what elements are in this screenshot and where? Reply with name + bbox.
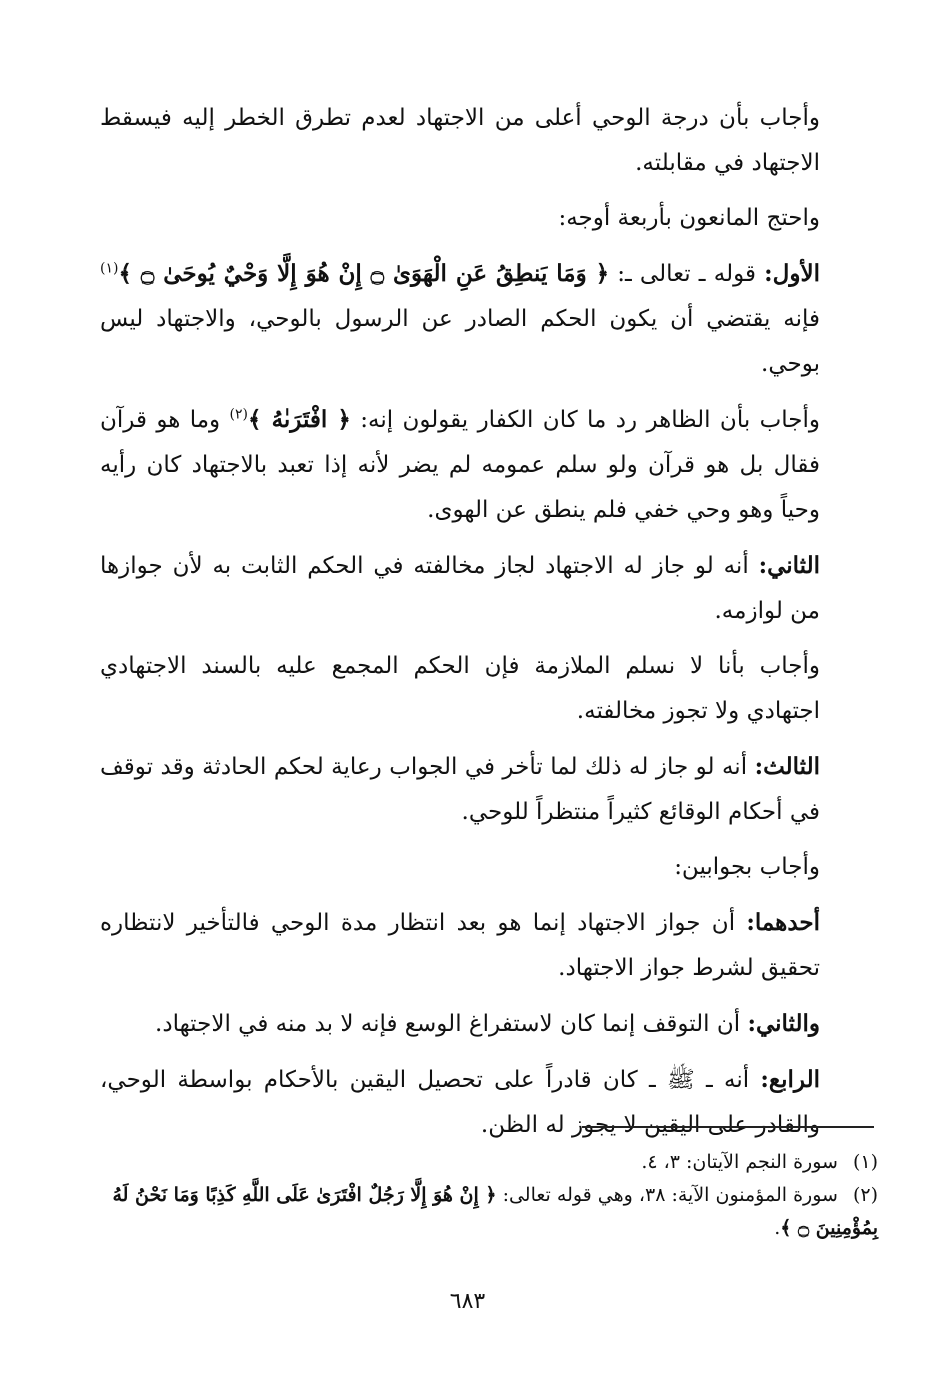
paragraph-6: [100, 644, 820, 734]
paragraph-9: [100, 900, 820, 991]
paragraph-text: أن جواز الاجتهاد إنما هو بعد انتظار مدة الوحي فالتأخير لانتظاره تحقيق لشرط جواز الاجتهاد.: [100, 910, 820, 981]
footnote-number: (١): [852, 1151, 878, 1173]
footnote-2: [100, 1179, 878, 1245]
paragraph-text: وأجاب بجوابين:: [674, 854, 820, 880]
paragraph-text: أنه لو جاز له الاجتهاد لجاز مخالفته في الحكم الثابت به لأن جوازها من لوازمه.: [100, 553, 820, 624]
footnote-text: سورة النجم الآيتان: ٣، ٤.: [641, 1151, 838, 1173]
paragraph-2: [100, 196, 820, 241]
paragraph-1: [100, 96, 820, 186]
paragraph-5: [100, 543, 820, 634]
page-number: ٦٨٣: [449, 1289, 486, 1314]
footnote-text: .: [774, 1217, 781, 1239]
paragraph-7: [100, 744, 820, 835]
section-lead: الثالث:: [754, 753, 821, 780]
quran-verse: ﴿ وَمَا يَنطِقُ عَنِ الْهَوَىٰ ۝ إِنْ هُوَ إِلَّا وَحْيٌ يُوحَىٰ ۝ ﴾: [118, 260, 610, 287]
paragraph-text: وأجاب بأنا لا نسلم الملازمة فإن الحكم المجمع عليه بالسند الاجتهادي اجتهادي ولا تجوز مخالفته.: [100, 653, 820, 724]
footnote-ref: (١): [100, 260, 119, 277]
section-lead: الأول:: [764, 260, 820, 287]
paragraph-10: [100, 1001, 820, 1047]
paragraph-text: أنه ـ ﷺ ـ كان قادراً على تحصيل اليقين بالأحكام بواسطة الوحي، والقادر على اليقين لا يجوز له الظن.: [100, 1067, 820, 1138]
paragraph-4: [100, 397, 820, 533]
footnote-divider: [582, 1126, 874, 1128]
section-lead: الرابع:: [760, 1066, 820, 1093]
paragraph-text: أنه لو جاز له ذلك لما تأخر في الجواب رعاية لحكم الحادثة وقد توقف في أحكام الوقائع كثيراً منتظراً للوحي.: [100, 754, 820, 825]
footnotes: [100, 1146, 878, 1245]
quran-verse: ﴿ افْتَرَىٰهُ ﴾: [248, 406, 351, 433]
main-text: [100, 96, 820, 1158]
paragraph-3: [100, 251, 820, 387]
footnote-number: (٢): [852, 1184, 878, 1206]
paragraph-text: وما هو قرآن فقال بل هو قرآن ولو سلم عمومه لم يضر لأنه إذا تعبد بالاجتهاد كان رأيه وحياً وهو وحي خفي فلم ينطق عن الهوى.: [100, 407, 820, 523]
paragraph-text: وأجاب بأن الظاهر رد ما كان الكفار يقولون إنه:: [350, 407, 820, 433]
paragraph-11: [100, 1057, 820, 1148]
paragraph-text: أن التوقف إنما كان لاستفراغ الوسع فإنه لا بد منه في الاجتهاد.: [155, 1011, 741, 1037]
quran-verse: ﴿ إِنْ هُوَ إِلَّا رَجُلٌ افْتَرَىٰ عَلَى اللَّهِ كَذِبًا وَمَا نَحْنُ لَهُ بِمُؤْمِنِينَ ۝ ﴾: [112, 1184, 878, 1239]
paragraph-text: واحتج المانعون بأربعة أوجه:: [558, 205, 820, 231]
section-lead: الثاني:: [758, 552, 821, 579]
paragraph-text: وأجاب بأن درجة الوحي أعلى من الاجتهاد لعدم تطرق الخطر إليه فيسقط الاجتهاد في مقابلته.: [100, 105, 820, 176]
paragraph-text: قوله ـ تعالى ـ:: [609, 261, 756, 287]
paragraph-text: فإنه يقتضي أن يكون الحكم الصادر عن الرسول بالوحي، والاجتهاد ليس بوحي.: [100, 306, 820, 377]
footnote-1: [100, 1146, 878, 1179]
section-lead: أحدهما:: [746, 909, 820, 936]
paragraph-8: [100, 845, 820, 890]
section-lead: والثاني:: [747, 1010, 820, 1037]
footnote-ref: (٢): [229, 406, 249, 423]
footnote-text: سورة المؤمنون الآية: ٣٨، وهي قوله تعالى:: [496, 1184, 838, 1206]
